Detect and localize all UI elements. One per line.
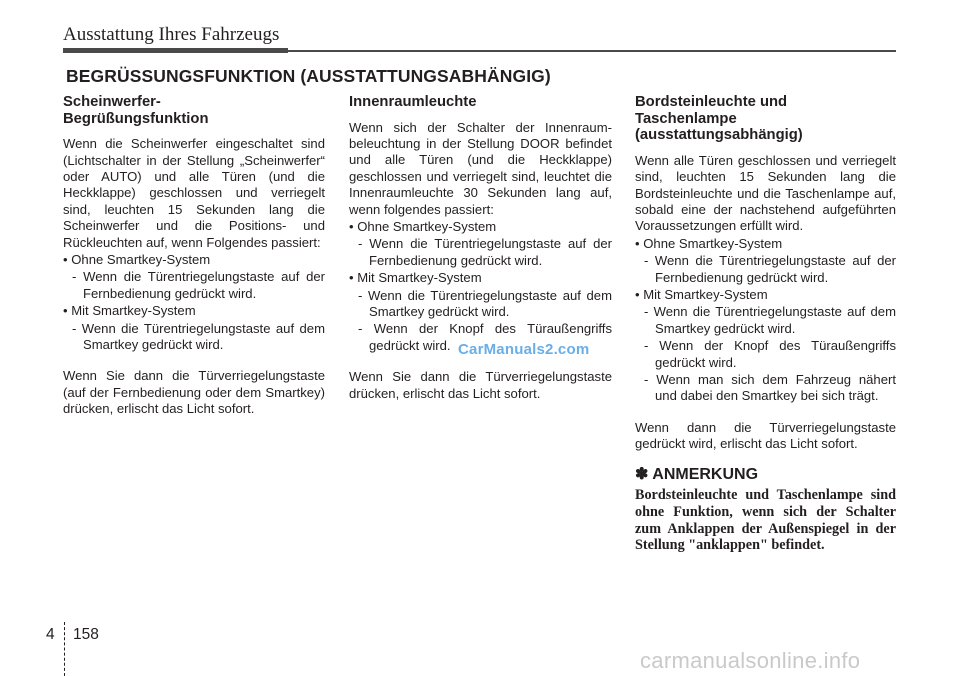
headlight-bullet-no-smartkey: • Ohne Smartkey-System xyxy=(63,252,211,268)
interior-dash-smartkey: - Wenn die Türentriegelungstaste auf dem Smartkey gedrückt wird. xyxy=(358,287,612,320)
watermark-carmanuals2: CarManuals2.com xyxy=(458,341,590,358)
column-headlight-welcome xyxy=(63,94,325,418)
puddle-heading xyxy=(635,94,896,144)
puddle-dash-remote: - Wenn die Türentriegelungstaste auf der Fernbedienung gedrückt wird. xyxy=(644,253,896,285)
interior-intro: Wenn sich der Schalter der Innenraum-beleuchtung in der Stellung DOOR befindet und alle Türen (und die Heckklappe) geschlossen und verriegelt sind, leuchtet die Innenraumleuchte 30 Sekunden lang auf, wenn folgendes passiert: xyxy=(349,119,612,217)
puddle-intro: Wenn alle Türen geschlossen und verriegelt sind, leuchten 15 Sekunden lang die Bordsteinleuchte und die Taschenlampe auf, sobald eine der nachstehend aufgeführten Voraussetzungen erfüllt wird. xyxy=(635,152,896,234)
headlight-intro: Wenn die Scheinwerfer eingeschaltet sind (Lichtschalter in der Stellung „Scheinwerfer“ oder AUTO) und alle Türen (und die Heckklappe) geschlossen und verriegelt sind, leuchten 15 Sekunden lang die Scheinwerfer und die Positions- und Rückleuchten auf, wenn Folgendes passiert: xyxy=(63,136,325,250)
headlight-heading-text: Scheinwerfer- Begrüßungsfunktion xyxy=(63,94,209,127)
puddle-bullet-smartkey: • Mit Smartkey-System xyxy=(635,287,768,303)
interior-closing: Wenn Sie dann die Türverriegelungstaste drücken, erlischt das Licht sofort. xyxy=(349,369,612,401)
puddle-dash-handle: - Wenn der Knopf des Türaußengriffs gedrückt wird. xyxy=(644,338,896,370)
headlight-closing: Wenn Sie dann die Türverriegelungstaste (auf der Fernbedienung oder dem Smartkey) drücken, erlischt das Licht sofort. xyxy=(63,368,325,417)
header-rule-thick xyxy=(63,48,288,53)
puddle-dash-approach: - Wenn man sich dem Fahrzeug nähert und dabei den Smartkey bei sich trägt. xyxy=(644,372,896,404)
interior-bullet-smartkey: • Mit Smartkey-System xyxy=(349,270,482,286)
headlight-heading xyxy=(63,94,325,127)
headlight-dash-remote: - Wenn die Türentriegelungstaste auf der Fernbedienung gedrückt wird. xyxy=(72,269,325,301)
puddle-heading-text: Bordsteinleuchte und Taschenlampe (ausstattungsabhängig) xyxy=(635,94,803,144)
running-header: Ausstattung Ihres Fahrzeugs xyxy=(63,24,280,45)
note-heading: ✽ ANMERKUNG xyxy=(635,465,759,483)
page-number: 158 xyxy=(73,626,99,643)
interior-dash-remote: - Wenn die Türentriegelungstaste auf der Fernbedienung gedrückt wird. xyxy=(358,236,612,268)
puddle-bullet-no-smartkey: • Ohne Smartkey-System xyxy=(635,235,783,251)
interior-heading: Innenraumleuchte xyxy=(349,94,477,110)
column-puddle-lamp xyxy=(635,94,896,554)
chapter-number: 4 xyxy=(46,626,55,643)
header-rule-thin xyxy=(288,50,896,52)
watermark-footer-site: carmanualsonline.info xyxy=(640,648,861,673)
note-body: Bordsteinleuchte und Taschenlampe sind ohne Funktion, wenn sich der Schalter zum Anklappen der Außenspiegel in der Stellung "anklappen" befindet. xyxy=(635,487,896,554)
interior-dash-handle: - Wenn der Knopf des Türaußengriffs gedrückt wird. xyxy=(358,321,612,353)
headlight-bullet-smartkey: • Mit Smartkey-System xyxy=(63,303,196,319)
interior-bullet-no-smartkey: • Ohne Smartkey-System xyxy=(349,219,497,235)
puddle-dash-smartkey: - Wenn die Türentriegelungstaste auf dem Smartkey gedrückt wird. xyxy=(644,304,896,336)
footer-vertical-rule xyxy=(64,622,65,676)
puddle-closing: Wenn dann die Türverriegelungstaste gedrückt wird, erlischt das Licht sofort. xyxy=(635,419,896,452)
section-heading: BEGRÜSSUNGSFUNKTION (AUSSTATTUNGSABHÄNGIG) xyxy=(66,66,551,86)
headlight-dash-smartkey: - Wenn die Türentriegelungstaste auf dem Smartkey gedrückt wird. xyxy=(72,320,325,353)
